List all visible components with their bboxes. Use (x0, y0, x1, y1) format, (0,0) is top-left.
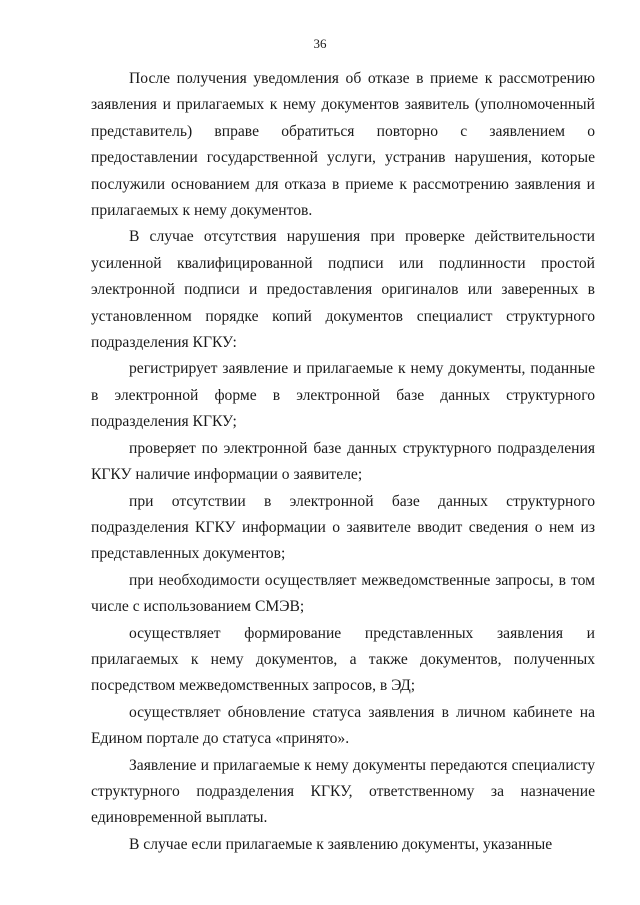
document-body (91, 66, 595, 858)
page-number: 36 (313, 36, 327, 51)
paragraph-status-update: осуществляет обновление статуса заявления в личном кабинете на Едином портале до статуса «принято». (91, 703, 595, 748)
paragraph-registers: регистрирует заявление и прилагаемые к нему документы, поданные в электронной форме в электронной базе данных структурного подразделения КГКУ; (91, 360, 595, 431)
paragraph-continued: В случае если прилагаемые к заявлению документы, указанные (129, 835, 553, 853)
paragraph-no-violation: В случае отсутствия нарушения при проверке действительности усиленной квалифицированной подписи или подлинности простой электронной подписи и предоставления оригиналов или заверенных в установленном порядке копий документов специалист структурного подразделения КГКУ: (91, 228, 595, 352)
paragraph-enters-data: при отсутствии в электронной базе данных структурного подразделения КГКУ информации о заявителе вводит сведения о нем из представленных документов; (91, 492, 595, 563)
paragraph-resubmission: После получения уведомления об отказе в приеме к рассмотрению заявления и прилагаемых к нему документов заявитель (уполномоченный представитель) вправе обратиться повторно с заявлением о предоставлении государственной услуги, устранив нарушения, которые послужили основанием для отказа в приеме к рассмотрению заявления и прилагаемых к нему документов. (91, 70, 595, 220)
paragraph-checks-database: проверяет по электронной базе данных структурного подразделения КГКУ наличие информации о заявителе; (91, 439, 595, 484)
paragraph-forms-ed: осуществляет формирование представленных заявления и прилагаемых к нему документов, а также документов, полученных посредством межведомственных запросов, в ЭД; (91, 624, 595, 695)
paragraph-interagency-requests: при необходимости осуществляет межведомственные запросы, в том числе с использованием СМЭВ; (91, 571, 595, 616)
paragraph-transfer: Заявление и прилагаемые к нему документы передаются специалисту структурного подразделения КГКУ, ответственному за назначение единовременной выплаты. (91, 756, 595, 827)
